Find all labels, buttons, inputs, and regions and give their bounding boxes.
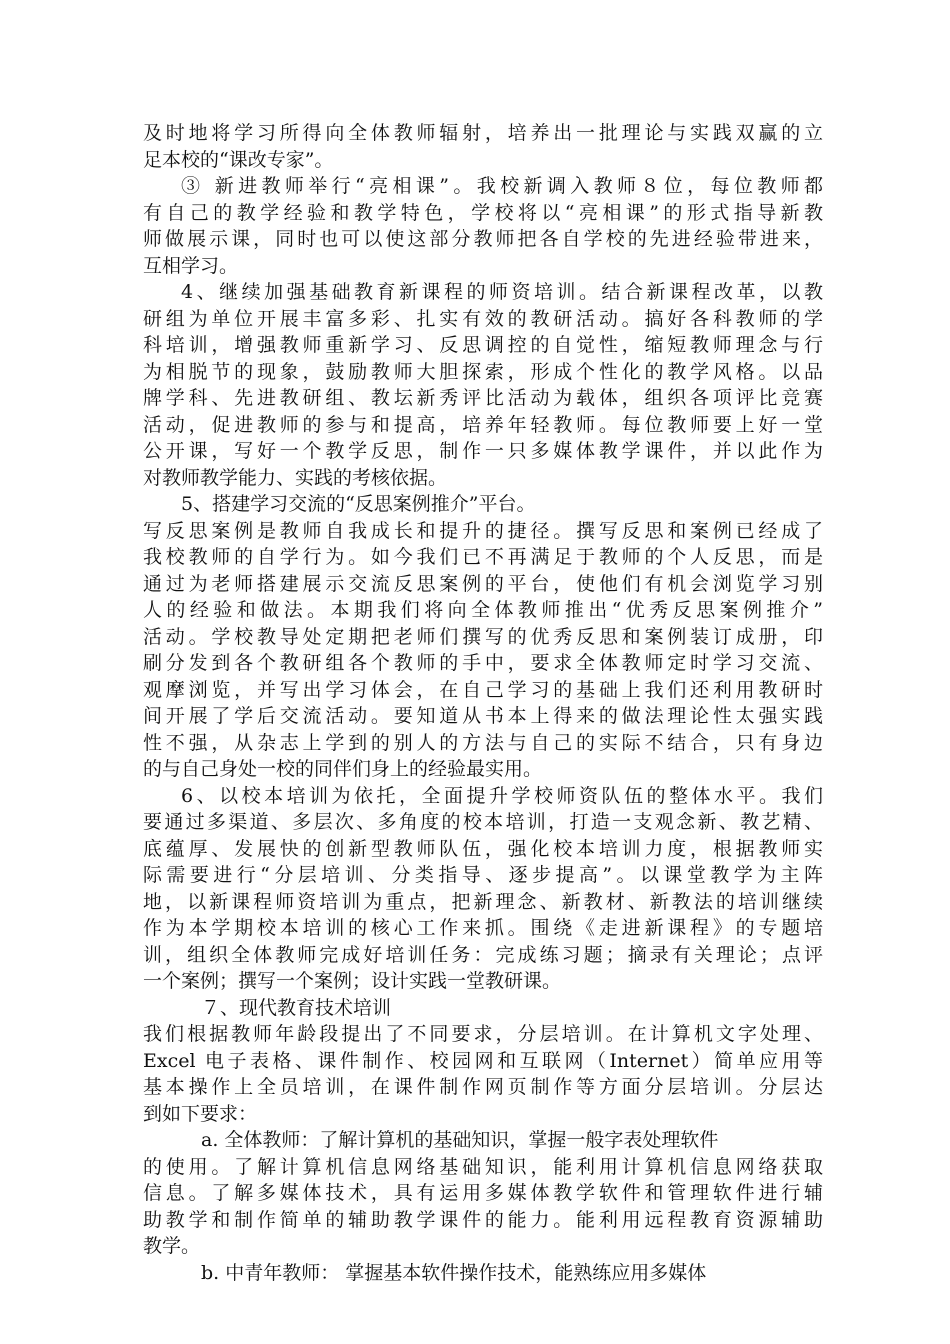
text-line: b. 中青年教师： 掌握基本软件操作技术，能熟练应用多媒体	[201, 1261, 707, 1284]
text-line: 足本校的“课改专家”。	[143, 148, 334, 171]
text-line: 信息。了解多媒体技术，具有运用多媒体教学软件和管理软件进行辅	[143, 1182, 823, 1204]
text-line: 研组为单位开展丰富多彩、扎实有效的教研活动。搞好各科教师的学	[143, 307, 823, 330]
text-line: 作为本学期校本培训的核心工作来抓。围绕《走进新课程》的专题培	[143, 917, 823, 939]
text-line: ７、现代教育技术培训	[201, 996, 392, 1019]
text-line: 际需要进行“分层培训、分类指导、逐步提高”。以课堂教学为主阵	[143, 864, 823, 886]
text-line: 性不强，从杂志上学到的别人的方法与自己的实际不结合，只有身边	[143, 731, 823, 754]
text-line: 科培训，增强教师重新学习、反思调控的自觉性，缩短教师理念与行	[143, 334, 823, 356]
text-line: 牌学科、先进教研组、教坛新秀评比活动为载体，组织各项评比竞赛	[143, 387, 823, 409]
text-line: 观摩浏览，并写出学习体会，在自己学习的基础上我们还利用教研时	[143, 678, 823, 701]
text-line: 师做展示课，同时也可以使这部分教师把各自学校的先进经验带进来，	[143, 228, 823, 250]
text-line: 训，组织全体教师完成好培训任务：完成练习题；摘录有关理论；点评	[143, 943, 823, 966]
text-line: 要通过多渠道、多层次、多角度的校本培训，打造一支观念新、教艺精、	[143, 811, 823, 833]
text-line: 公开课，写好一个教学反思，制作一只多媒体教学课件，并以此作为	[143, 440, 823, 462]
text-line: 底蕴厚、发展快的创新型教师队伍，强化校本培训力度，根据教师实	[143, 837, 823, 860]
text-line: 到如下要求：	[143, 1102, 258, 1125]
text-line: 写反思案例是教师自我成长和提升的捷径。撰写反思和案例已经成了	[143, 519, 823, 542]
text-line: 5、搭建学习交流的“反思案例推介”平台。	[181, 493, 536, 515]
text-line: 一个案例；撰写一个案例；设计实践一堂教研课。	[143, 970, 562, 992]
text-line: 刷分发到各个教研组各个教师的手中，要求全体教师定时学习交流、	[143, 652, 823, 674]
text-line: 为相脱节的现象，鼓励教师大胆探索，形成个性化的教学风格。以品	[143, 360, 823, 383]
text-line: Excel 电子表格、课件制作、校园网和互联网（Internet）简单应用等	[143, 1049, 823, 1072]
text-line: 的与自己身处一校的同伴们身上的经验最实用。	[143, 758, 543, 780]
text-line: ③ 新进教师举行“亮相课”。我校新调入教师８位，每位教师都	[181, 175, 823, 197]
text-line: 有自己的教学经验和教学特色，学校将以“亮相课”的形式指导新教	[143, 201, 823, 224]
text-line: a. 全体教师：了解计算机的基础知识，掌握一般字表处理软件	[201, 1129, 719, 1151]
text-line: 6、以校本培训为依托，全面提升学校师资队伍的整体水平。我们	[181, 784, 823, 807]
document-body	[143, 120, 823, 1286]
text-line: 间开展了学后交流活动。要知道从书本上得来的做法理论性太强实践	[143, 705, 823, 727]
text-line: 基本操作上全员培训，在课件制作网页制作等方面分层培训。分层达	[143, 1076, 823, 1098]
text-line: 教学。	[143, 1235, 201, 1257]
text-line: 及时地将学习所得向全体教师辐射，培养出一批理论与实践双赢的立	[143, 122, 823, 144]
text-line: 人的经验和做法。本期我们将向全体教师推出“优秀反思案例推介”	[143, 599, 823, 621]
text-line: 对教师教学能力、实践的考核依据。	[143, 466, 448, 489]
text-line: 的使用。了解计算机信息网络基础知识，能利用计算机信息网络获取	[143, 1155, 823, 1178]
text-line: 活动，促进教师的参与和提高，培养年轻教师。每位教师要上好一堂	[143, 413, 823, 436]
text-line: 互相学习。	[143, 254, 239, 277]
text-line: 地，以新课程师资培训为重点，把新理念、新教材、新教法的培训继续	[143, 890, 823, 913]
text-line: 活动。学校教导处定期把老师们撰写的优秀反思和案例装订成册，印	[143, 625, 823, 648]
text-line: 我们根据教师年龄段提出了不同要求，分层培训。在计算机文字处理、	[143, 1023, 823, 1045]
text-line: 4、继续加强基础教育新课程的师资培训。结合新课程改革，以教	[181, 281, 823, 303]
text-line: 通过为老师搭建展示交流反思案例的平台，使他们有机会浏览学习别	[143, 572, 823, 595]
text-line: 我校教师的自学行为。如今我们已不再满足于教师的个人反思，而是	[143, 546, 823, 568]
text-line: 助教学和制作简单的辅助教学课件的能力。能利用远程教育资源辅助	[143, 1208, 823, 1231]
